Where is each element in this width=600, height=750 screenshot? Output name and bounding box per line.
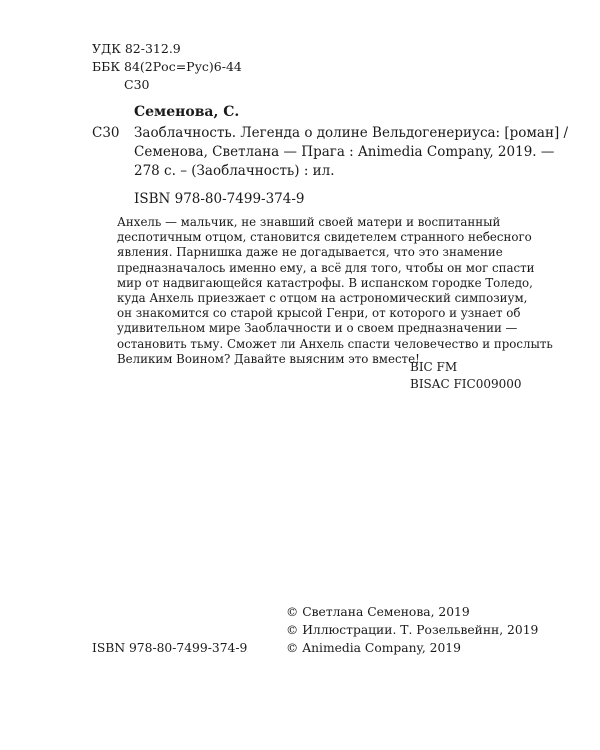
author-heading: Семенова, С. (134, 104, 240, 120)
footer-isbn: ISBN 978-80-7499-374-9 (92, 641, 248, 655)
annotation-line: удивительном мире Заоблачности и о своем предназначении — (117, 321, 518, 336)
annotation-line: Анхель — мальчик, не знавший своей матери и воспитанный (117, 215, 501, 229)
bibliographic-line-1: Заоблачность. Легенда о долине Вельдогенериуса: [роман] / (134, 125, 569, 141)
copyright-line: © Animedia Company, 2019 (286, 641, 461, 655)
bibliographic-line-3: 278 с. – (Заоблачность) : ил. (134, 163, 335, 179)
bbk-code: ББК 84(2Рос=Рус)6-44 (92, 59, 242, 74)
annotation (117, 215, 553, 367)
annotation-line: куда Анхель приезжает с отцом на астрономический симпозиум, (117, 291, 528, 306)
annotation-line: он знакомится со старой крысой Генри, от которого и узнает об (117, 306, 521, 321)
bisac-code: BISAC FIC009000 (410, 377, 522, 391)
record-author-mark: С30 (92, 125, 120, 141)
annotation-line: явления. Парнишка даже не догадывается, что это знамение (117, 245, 503, 260)
copyright-line: © Иллюстрации. Т. Розельвейнн, 2019 (286, 623, 539, 637)
copyright-line: © Светлана Семенова, 2019 (286, 605, 470, 619)
annotation-line: мир от надвигающейся катастрофы. В испанском городке Толедо, (117, 275, 533, 290)
annotation-line: Великим Воином? Давайте выясним это вместе! (117, 351, 420, 366)
udk-code: УДК 82-312.9 (92, 41, 181, 56)
record-isbn: ISBN 978-80-7499-374-9 (134, 191, 305, 207)
bic-code: BIC FM (410, 360, 458, 374)
bibliographic-line-2: Семенова, Светлана — Прага : Animedia Company, 2019. — (134, 144, 555, 160)
author-mark-code: С30 (124, 77, 150, 92)
annotation-line: остановить тьму. Сможет ли Анхель спасти человечество и прослыть (117, 336, 553, 351)
annotation-line: деспотичным отцом, становится свидетелем странного небесного (117, 230, 532, 245)
annotation-line: предназначалось именно ему, а всё для того, чтобы он мог спасти (117, 260, 535, 275)
